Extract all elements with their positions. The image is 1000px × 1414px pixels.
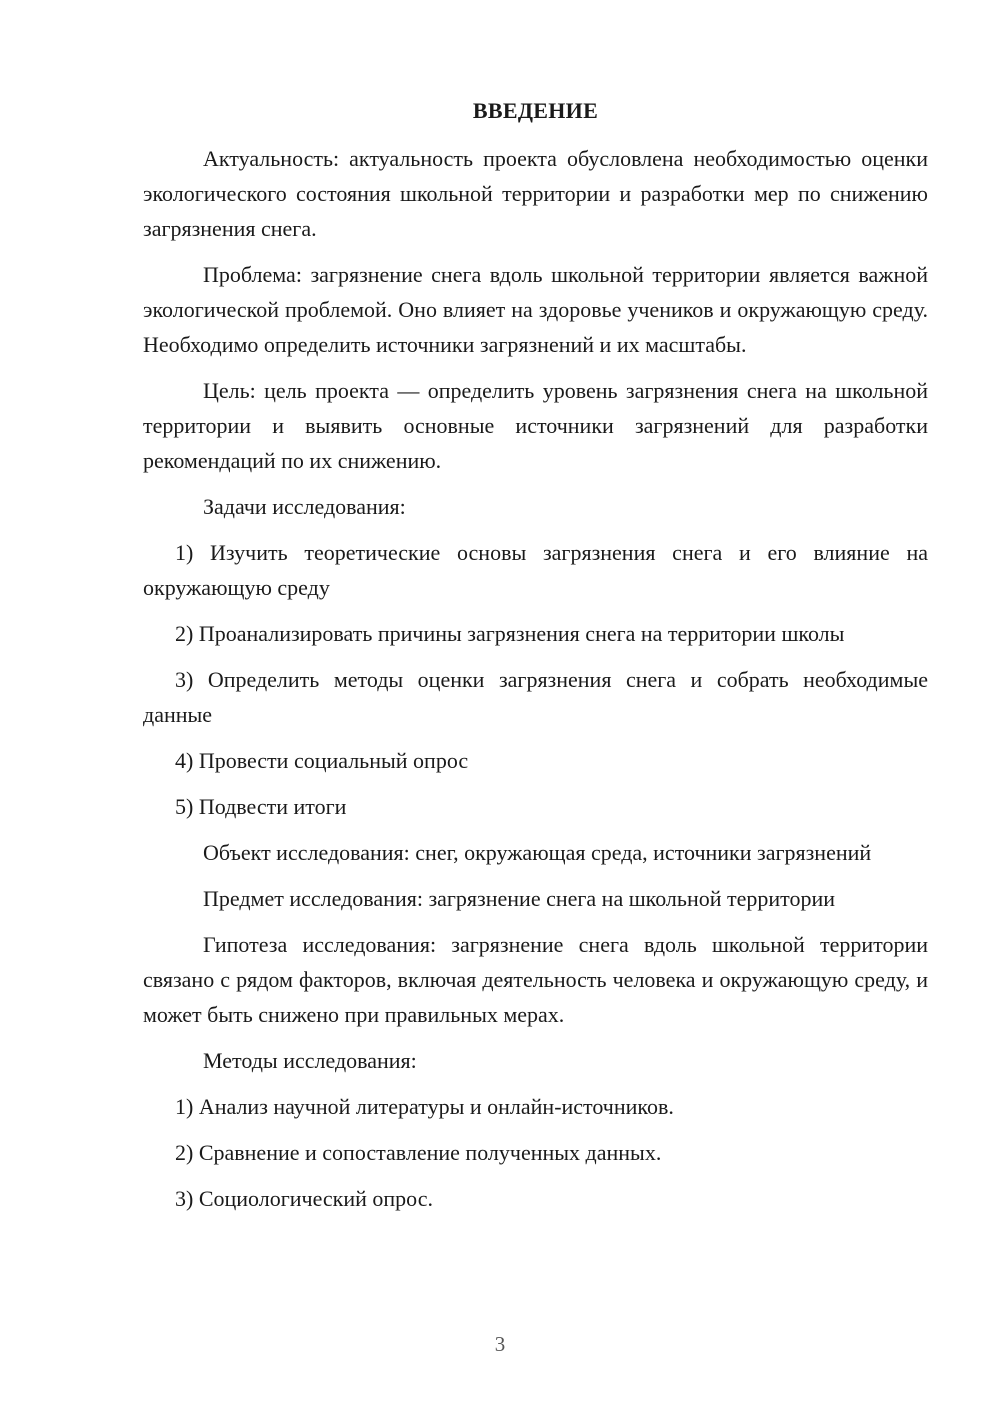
relevance-paragraph: Актуальность: актуальность проекта обусловлена необходимостью оценки экологического состояния школьной территории и разработки мер по снижению загрязнения снега. (143, 146, 928, 241)
document-page (143, 95, 928, 1227)
methods-heading: Методы исследования: (203, 1048, 417, 1073)
method-item-1: 1) Анализ научной литературы и онлайн-источников. (175, 1094, 674, 1119)
subject-paragraph: Предмет исследования: загрязнение снега на школьной территории (203, 886, 836, 911)
task-item-3: 3) Определить методы оценки загрязнения снега и собрать необходимые данные (143, 667, 928, 727)
problem-paragraph: Проблема: загрязнение снега вдоль школьной территории является важной экологической проблемой. Оно влияет на здоровье учеников и окружающую среду. Необходимо определить источники загрязнений и их масштабы. (143, 262, 928, 357)
tasks-heading: Задачи исследования: (203, 494, 406, 519)
section-title: ВВЕДЕНИЕ (472, 98, 599, 123)
task-item-5: 5) Подвести итоги (175, 794, 347, 819)
page-number: 3 (494, 1332, 506, 1356)
object-paragraph: Объект исследования: снег, окружающая среда, источники загрязнений (203, 840, 872, 865)
method-item-3: 3) Социологический опрос. (175, 1186, 433, 1211)
task-item-1: 1) Изучить теоретические основы загрязнения снега и его влияние на окружающую среду (143, 540, 928, 600)
hypothesis-paragraph: Гипотеза исследования: загрязнение снега вдоль школьной территории связано с рядом факторов, включая деятельность человека и окружающую среду, и может быть снижено при правильных мерах. (143, 932, 928, 1027)
method-item-2: 2) Сравнение и сопоставление полученных данных. (175, 1140, 662, 1165)
goal-paragraph: Цель: цель проекта — определить уровень загрязнения снега на школьной территории и выявить основные источники загрязнений для разработки рекомендаций по их снижению. (143, 378, 928, 473)
task-item-2: 2) Проанализировать причины загрязнения снега на территории школы (175, 621, 845, 646)
task-item-4: 4) Провести социальный опрос (175, 748, 469, 773)
